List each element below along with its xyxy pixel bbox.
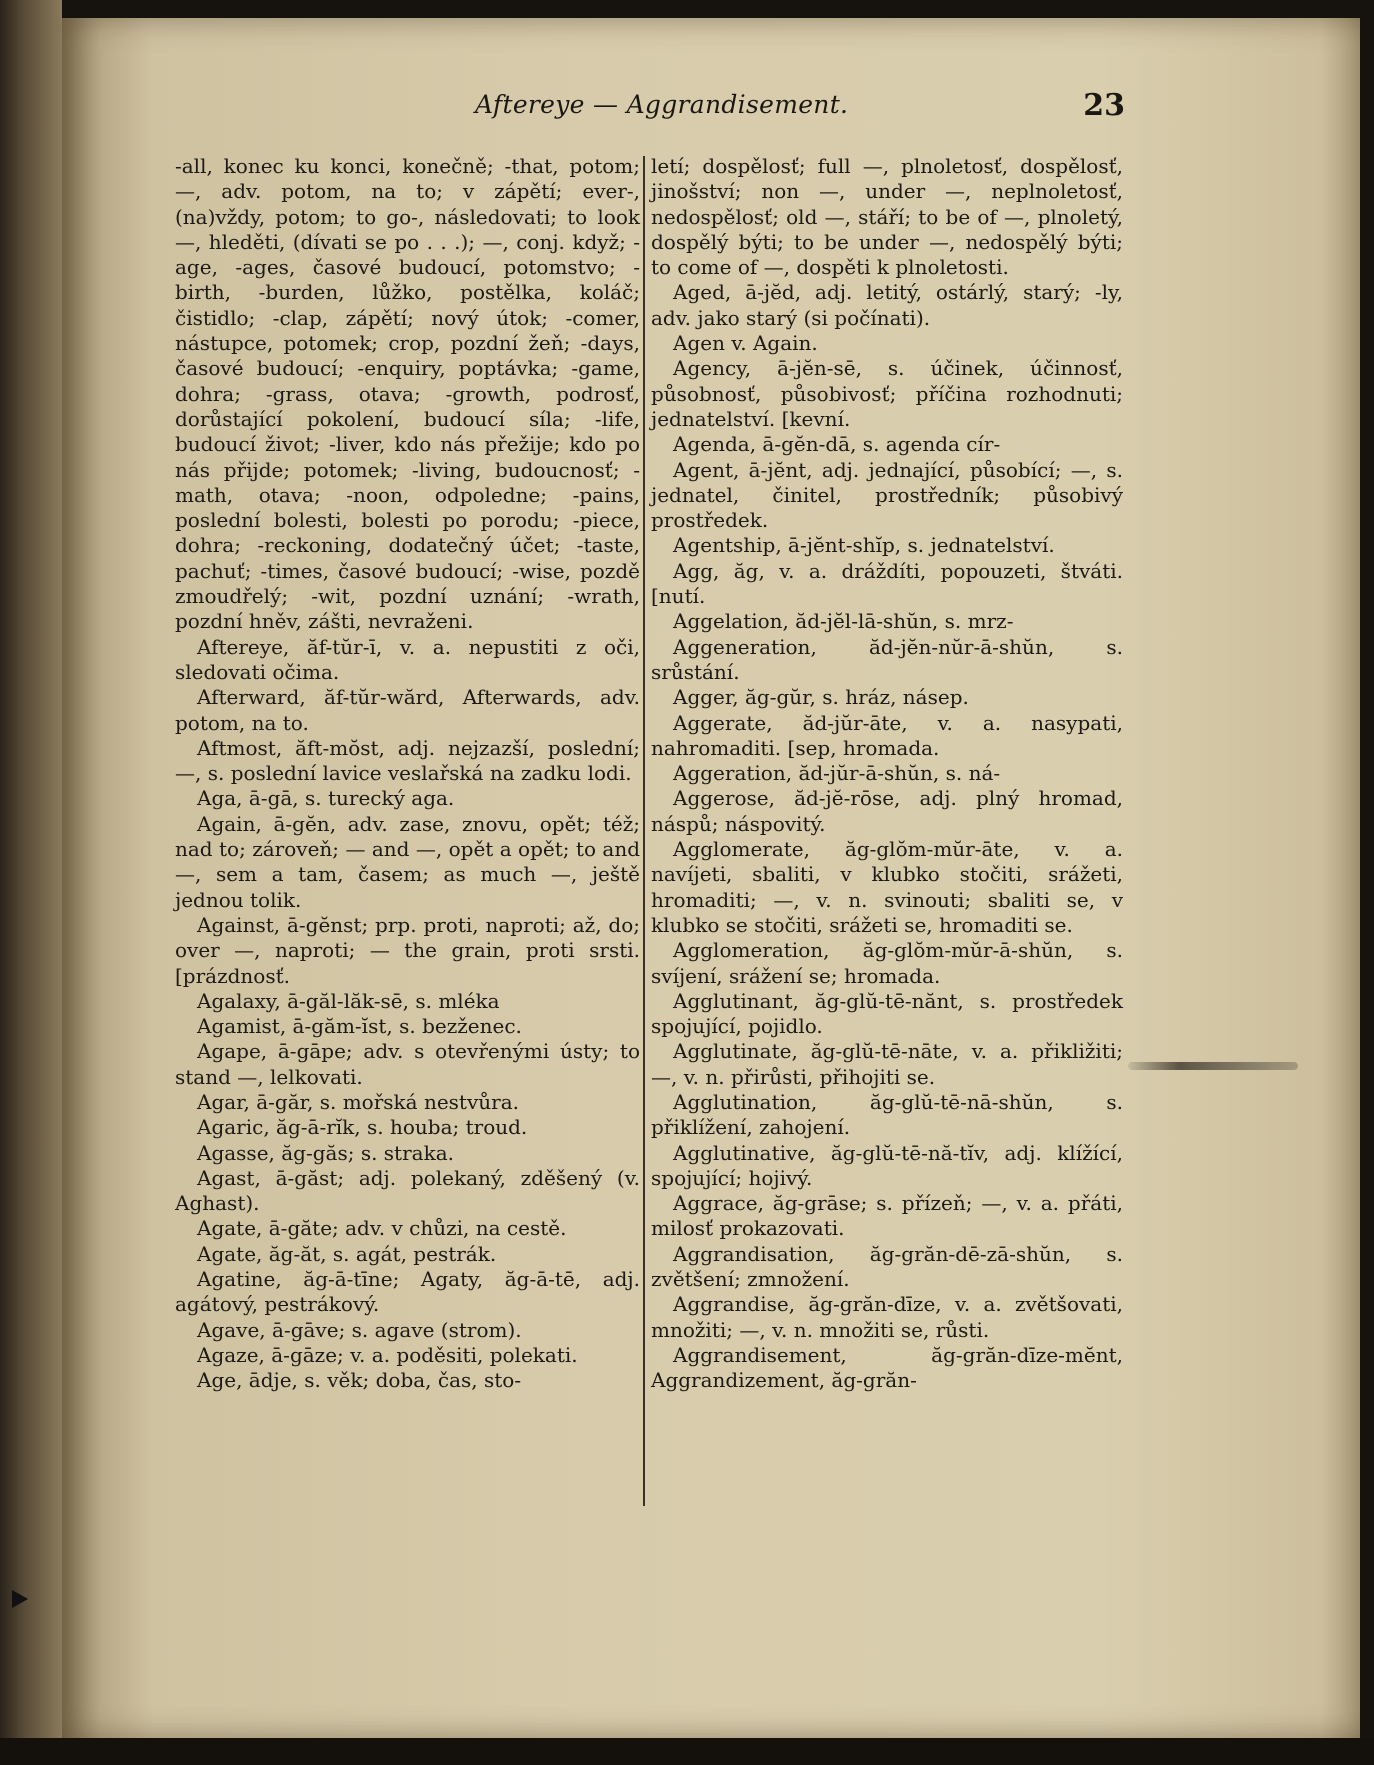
column-divider: [643, 156, 645, 1506]
dictionary-entry: Agglutinative, ăg-glŭ-tē-nă-tĭv, adj. klížící, spojující; hojivý.: [651, 1140, 1123, 1190]
dictionary-entry: Aftereye, ăf-tŭr-ī, v. a. nepustiti z oči, sledovati očima.: [175, 634, 640, 684]
dictionary-entry: Aggrandisement, ăg-grăn-dīze-mĕnt, Aggrandizement, ăg-grăn-: [651, 1342, 1123, 1393]
dictionary-entry: Again, ā-gĕn, adv. zase, znovu, opět; též; nad to; zároveň; — and —, opět a opět; to and —, sem a tam, časem; as much —, ještě jednou tolik.: [175, 811, 640, 912]
dictionary-entry: Agatine, ăg-ā-tīne; Agaty, ăg-ā-tē, adj. agátový, pestrákový.: [175, 1267, 640, 1317]
dictionary-entry: Agar, ā-găr, s. mořská nestvůra.: [197, 1089, 519, 1114]
book-gutter: [0, 0, 62, 1765]
dictionary-entry: Aged, ā-jĕd, adj. letitý, ostárlý, starý; -ly, adv. jako starý (si počínati).: [651, 280, 1123, 330]
page-header: [465, 90, 1125, 126]
dictionary-entry: Agentship, ā-jĕnt-shĭp, s. jednatelství.: [673, 533, 1055, 558]
dictionary-entry: Agger, ăg-gŭr, s. hráz, násep.: [673, 685, 969, 710]
dictionary-entry: Aga, ā-gā, s. turecký aga.: [197, 786, 455, 811]
dictionary-entry: -all, konec ku konci, konečně; -that, potom; —, adv. potom, na to; v zápětí; ever-, (na)vždy, potom; to go-, následovati; to look —, hleděti, (dívati se po . . .); —, conj. když; -age, -ages, časové budoucí, potomstvo; -birth, -burden, lůžko, postělka, koláč; čistidlo; -clap, zápětí; nový útok; -comer, nástupce, potomek; crop, pozdní žeň; -days, časové budoucí; -enquiry, poptávka; -game, dohra; -grass, otava; -growth, podrosť, dorůstající pokolení, budoucí síla; -life, budoucí život; -liver, kdo nás přežije; kdo po nás přijde; potomek; -living, budoucnosť; -math, otava; -noon, odpoledne; -pains, poslední bolesti, bolesti po porodu; -piece, dohra; -reckoning, dodatečný účet; -taste, pachuť; -times, časové budoucí; -wise, pozdě zmoudřelý; -wit, pozdní uznání; -wrath, pozdní hněv, zášti, nevraženi.: [175, 154, 640, 634]
dictionary-entry: Aggeneration, ăd-jĕn-nŭr-ā-shŭn, s. srůstání.: [651, 634, 1123, 684]
dictionary-entry: Agenda, ā-gĕn-dā, s. agenda cír-: [673, 432, 1001, 457]
dictionary-entry: Agen v. Again.: [673, 331, 818, 356]
dictionary-entry: Agglomerate, ăg-glŏm-mŭr-āte, v. a. navíjeti, sbaliti, v klubko stočiti, srážeti, hromaditi; —, v. n. svinouti; sbaliti se, v klubko se stočiti, srážeti se, hromaditi se.: [651, 837, 1123, 937]
dictionary-entry: Agate, ā-găte; adv. v chůzi, na cestě.: [197, 1216, 567, 1241]
page-edge-mark: [12, 1590, 28, 1608]
dictionary-entry: Aggerate, ăd-jŭr-āte, v. a. nasypati, nahromaditi. [sep, hromada.: [651, 710, 1123, 760]
dictionary-entry: Age, ādje, s. věk; doba, čas, sto-: [197, 1368, 522, 1393]
left-column: [175, 154, 640, 1394]
dictionary-entry: Against, ā-gĕnst; prp. proti, naproti; až, do; over —, naproti; — the grain, proti srsti. [prázdnosť.: [175, 912, 640, 988]
right-column: [651, 154, 1123, 1394]
dictionary-entry: Agalaxy, ā-găl-lăk-sē, s. mléka: [197, 988, 500, 1013]
dictionary-entry: Aggrandisation, ăg-grăn-dē-zā-shŭn, s. zvětšení; zmnožení.: [651, 1241, 1123, 1292]
dictionary-entry: Agent, ā-jĕnt, adj. jednající, působící; —, s. jednatel, činitel, prostředník; působivý prostředek.: [651, 457, 1123, 533]
dictionary-entry: Agave, ā-gāve; s. agave (strom).: [197, 1317, 522, 1342]
dictionary-entry: Agg, ăg, v. a. dráždíti, popouzeti, štváti. [nutí.: [651, 558, 1123, 609]
dictionary-entry: Aggelation, ăd-jĕl-lā-shŭn, s. mrz-: [673, 609, 1014, 634]
dictionary-entry: Agglomeration, ăg-glŏm-mŭr-ā-shŭn, s. svíjení, srážení se; hromada.: [651, 938, 1123, 988]
dictionary-entry: letí; dospělosť; full —, plnoletosť, dospělosť, jinošství; non —, under —, neplnoletosť, nedospělosť; old —, stáří; to be of —, plnoletý, dospělý býti; to be under —, nedospělý býti; to come of —, dospěti k plnoletosti.: [651, 154, 1123, 280]
dictionary-entry: Aggrandise, ăg-grăn-dīze, v. a. zvětšovati, množiti; —, v. n. množiti se, růsti.: [651, 1292, 1123, 1342]
dictionary-entry: Agglutinant, ăg-glŭ-tē-nănt, s. prostředek spojující, pojidlo.: [651, 988, 1123, 1039]
dictionary-entry: Agasse, ăg-găs; s. straka.: [197, 1140, 454, 1165]
dictionary-entry: Agate, ăg-ăt, s. agát, pestrák.: [197, 1241, 497, 1266]
dictionary-entry: Afterward, ăf-tŭr-wărd, Afterwards, adv. potom, na to.: [175, 685, 640, 735]
dictionary-entry: Agglutinate, ăg-glŭ-tē-nāte, v. a. přikližiti; —, v. n. přirůsti, přihojiti se.: [651, 1039, 1123, 1089]
dictionary-entry: Agast, ā-găst; adj. polekaný, zděšený (v. Aghast).: [175, 1165, 640, 1216]
margin-ink-stroke: [1128, 1062, 1298, 1070]
dictionary-entry: Agaze, ā-gāze; v. a. poděsiti, polekati.: [197, 1342, 578, 1367]
dictionary-entry: Agaric, ăg-ā-rĭk, s. houba; troud.: [197, 1115, 528, 1140]
dictionary-entry: Agency, ā-jĕn-sē, s. účinek, účinnosť, působnosť, působivosť; příčina rozhodnuti; jednatelství. [kevní.: [651, 356, 1123, 431]
dictionary-entry: Aggeration, ăd-jŭr-ā-shŭn, s. ná-: [673, 761, 1001, 786]
page-number: 23: [1083, 88, 1125, 123]
running-title: Aftereye — Aggrandisement.: [475, 90, 849, 119]
dictionary-entry: Agglutination, ăg-glŭ-tē-nā-shŭn, s. přiklížení, zahojení.: [651, 1089, 1123, 1140]
dictionary-entry: Aggerose, ăd-jĕ-rōse, adj. plný hromad, náspů; náspovitý.: [651, 786, 1123, 836]
dictionary-entry: Agamist, ā-găm-ĭst, s. bezženec.: [197, 1014, 522, 1039]
dictionary-entry: Agape, ā-gāpe; adv. s otevřenými ústy; to stand —, lelkovati.: [175, 1039, 640, 1089]
dictionary-entry: Aggrace, ăg-grāse; s. přízeň; —, v. a. přáti, milosť prokazovati.: [651, 1191, 1123, 1241]
scan-bottom-edge: [0, 1738, 1374, 1765]
dictionary-entry: Aftmost, ăft-mŏst, adj. nejzazší, poslední; —, s. poslední lavice veslařská na zadku lodi.: [175, 735, 640, 786]
